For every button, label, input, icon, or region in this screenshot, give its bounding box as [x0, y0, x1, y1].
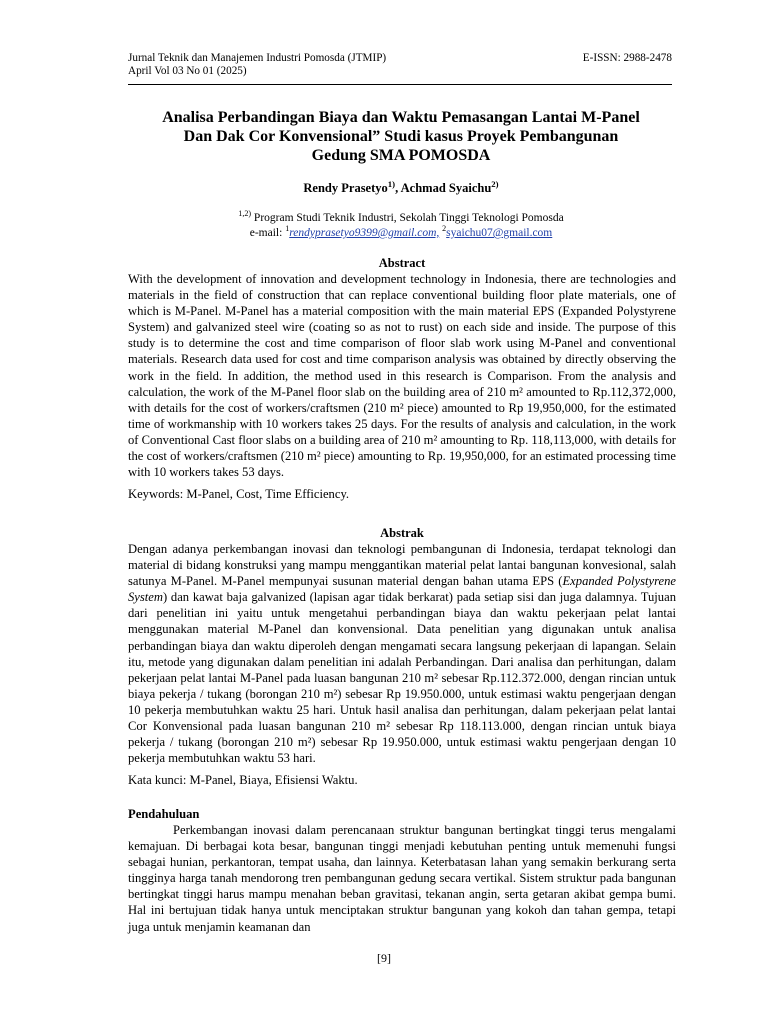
abstract-section [128, 256, 676, 502]
abstrak-text-part: ) dan kawat baja galvanized (lapisan agar tidak berkarat) pada setiap sisi dan juga dalamnya. Tujuan dari penelitian ini yaitu untuk mengetahui perbandingan biaya dan waktu pekerjaan pelat lantai menggunakan material M-Panel dan konvensional. Data penelitian yang digunakan untuk analisa perbandingan biaya dan waktu diperoleh dengan mengamati secara langsung pekerjaan di lapangan. Selain itu, metode yang digunakan dalam penelitian ini adalah Perbandingan. Dari analisa dan perhitungan, dalam pekerjaan pelat lantai M-Panel pada luasan bangunan 210 m² sebesar Rp.112.372.000, dengan rincian untuk biaya pekerja / tukang (borongan 210 m²) sebesar Rp 19.950.000, untuk estimasi waktu pengerjaan dengan 10 pekerja membutuhkan waktu 25 hari. Untuk hasil analisa dan perhitungan, dalam pekerjaan pelat lantai Cor Konvensional pada luasan bangunan 210 m² sebesar Rp 118.113.000, dengan rincian untuk biaya pekerja / tukang (borongan 210 m²) sebesar Rp 19.950.000, untuk estimasi waktu pengerjaan dengan 10 pekerja membutuhkan waktu 53 hari. [128, 590, 676, 766]
author-affil-mark: 1) [387, 178, 396, 189]
introduction-section [128, 806, 676, 935]
email-link-1[interactable]: rendyprasetyo9399@gmail.com, [289, 227, 440, 239]
title-line: Analisa Perbandingan Biaya dan Waktu Pemasangan Lantai M-Panel [162, 109, 640, 126]
email-mark: 1 [285, 224, 290, 234]
abstract-text: With the development of innovation and development technology in Indonesia, there are technologies and materials in the field of construction that can replace conventional building floor plate materials, one of which is M-Panel. M-Panel has a material composition with the main material EPS (Expanded Polystyrene System) and galvanized steel wire (coating so as not to rust) on each side and inside. The purpose of this study is to determine the cost and time comparison of floor slab work using M-Panel and conventional materials. Research data used for cost and time comparison analysis was obtained by directly observing the work in the field. In addition, the method used in this research is Comparison. From the analysis and calculation, the work of the M-Panel floor slab on the building area of 210 m² amounted to Rp.112,372,000, with details for the cost of workers/craftsmen (210 m² piece) amounted to Rp 19,950,000, for the estimated time of workmanship with 10 workers takes 25 days. For the results of analysis and calculation, in the work of Conventional Cast floor slabs on a building area of 210 m² amounting to Rp. 118,113,000, with details for the cost of workers/craftsmen (210 m² piece) amounting to Rp. 19,950,000, for an estimated processing time with 10 workers takes 53 days. [128, 272, 676, 480]
abstrak-italic-term: Expanded Polystyrene System [128, 574, 676, 605]
author-list [128, 178, 674, 196]
page-number: [9] [377, 951, 391, 965]
keywords: Keywords: M-Panel, Cost, Time Efficiency. [128, 487, 350, 502]
issn: E-ISSN: 2988-2478 [582, 52, 672, 64]
affiliation [128, 211, 674, 241]
header-divider [128, 84, 672, 85]
author-separator: , [395, 181, 401, 195]
abstrak-section [128, 526, 676, 788]
intro-heading: Pendahuluan [128, 807, 200, 821]
author-name: Achmad Syaichu [400, 181, 492, 195]
author-affil-mark: 2) [491, 178, 499, 189]
email-label: e-mail: [249, 227, 286, 239]
title-line: Dan Dak Cor Konvensional” Studi kasus Proyek Pembangunan [183, 128, 619, 145]
email-mark: 2 [442, 224, 447, 234]
intro-text: Perkembangan inovasi dalam perencanaan struktur bangunan bertingkat tinggi terus mengalami kemajuan. Di berbagai kota besar, bangunan tinggi menjadi kebutuhan penting untuk memenuhi fungsi sebagai hunian, perkantoran, tempat usaha, dan lainnya. Keterbatasan lahan yang semakin berkurang serta tingginya harga tanah mendorong tren pembangunan gedung secara vertikal. Sistem struktur pada bangunan bertingkat tinggi harus mampu menahan beban gravitasi, tekanan angin, serta getaran akibat gempa bumi. Hal ini bertujuan tidak hanya untuk menciptakan struktur bangunan yang kokoh dan tahan gempa, tetapi juga untuk menjamin keamanan dan [128, 823, 676, 934]
abstrak-text-part: Dengan adanya perkembangan inovasi dan teknologi pembangunan di Indonesia, terdapat teknologi dan material di bidang konstruksi yang mampu menggantikan material pelat lantai bangunan konvesional, salah satunya M-Panel. M-Panel mempunyai susunan material dengan bahan utama EPS ( [128, 542, 676, 589]
title-line: Gedung SMA POMOSDA [311, 147, 491, 164]
journal-issue: April Vol 03 No 01 (2025) [128, 65, 247, 77]
abstract-heading: Abstract [378, 256, 426, 270]
affil-mark: 1,2) [238, 209, 252, 219]
running-header [128, 52, 672, 78]
email-link-2[interactable]: syaichu07@gmail.com [446, 227, 553, 239]
abstrak-text [128, 541, 676, 766]
paper-title [128, 108, 674, 165]
affil-text: Program Studi Teknik Industri, Sekolah Tinggi Teknologi Pomosda [251, 212, 564, 224]
journal-name: Jurnal Teknik dan Manajemen Industri Pomosda (JTMIP) [128, 52, 387, 64]
author-name: Rendy Prasetyo [303, 181, 388, 195]
abstrak-heading: Abstrak [380, 526, 424, 540]
kata-kunci: Kata kunci: M-Panel, Biaya, Efisiensi Waktu. [128, 773, 358, 788]
